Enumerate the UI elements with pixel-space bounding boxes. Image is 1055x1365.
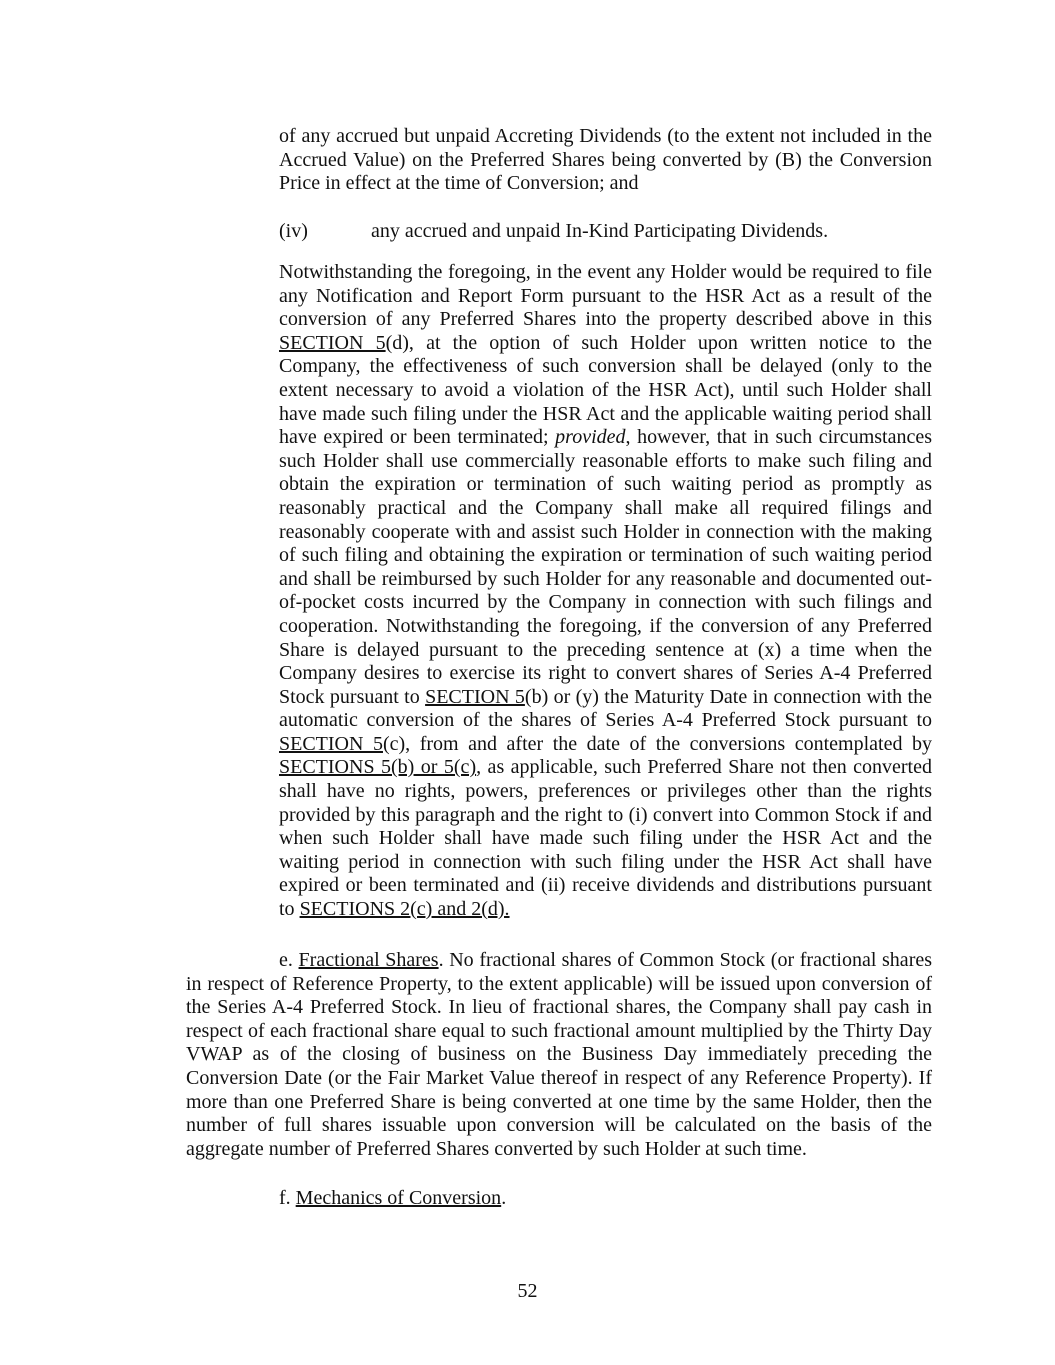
- text-segment: , as applicable, such Preferred Share not then converted shall have no rights, powers, preferences or privileges other than the rights provided by this paragraph and the right to (i) convert into Common Stock if and when such Holder shall have made such filing under the HSR Act and the waiting period in connection with such filing under the HSR Act shall have expired or been terminated and (ii) receive dividends and distributions pursuant to: [279, 756, 932, 921]
- text-segment: , however, that in such circumstances such Holder shall use commercially reasonable efforts to make such filing and obtain the expiration or termination of such waiting period as promptly as reasonably practical and the Company shall make all required filings and reasonably cooperate with and assist such Holder in connection with the making of such filing and obtaining the expiration or termination of such waiting period and shall be reimbursed by such Holder for any reasonable and documented out-of-pocket costs incurred by the Company in connection with such filings and cooperation. Notwithstanding the foregoing, if the conversion of any Preferred Share is delayed pursuant to the preceding sentence at (x) a time when the Company desires to exercise its right to convert shares of Series A-4 Preferred Stock pursuant to: [279, 426, 932, 708]
- paragraph-accrued-dividends: of any accrued but unpaid Accreting Dividends (to the extent not included in the Accrued Value) on the Preferred Shares being converted by (B) the Conversion Price in effect at the time of Conversion; and: [279, 125, 932, 195]
- list-item-number: (iv): [279, 220, 308, 242]
- text-segment: Notwithstanding the foregoing, in the event any Holder would be required to file any Notification and Report Form pursuant to the HSR Act as a result of the conversion of any Preferred Shares into the property described above in this: [279, 261, 932, 331]
- list-item-iv: [279, 220, 932, 244]
- provided-term: provided: [555, 426, 626, 449]
- section-heading: Mechanics of Conversion: [295, 1187, 502, 1209]
- paragraph-fractional-shares: [186, 949, 932, 1161]
- section-heading: Fractional Shares: [298, 949, 439, 971]
- section-reference: SECTION 5: [279, 331, 386, 354]
- heading-period: .: [501, 1187, 507, 1209]
- section-reference: SECTION 5: [279, 732, 383, 755]
- section-reference: SECTIONS 5(b) or 5(c): [279, 756, 477, 779]
- section-reference: SECTIONS 2(c) and 2(d).: [299, 898, 510, 921]
- text-segment: (b) or (y) the Maturity Date in connection with the automatic conversion of the shares of Series A-4 Preferred Stock pursuant to: [279, 685, 932, 732]
- text-segment: (c), from and after the date of the conversions contemplated by: [382, 732, 932, 755]
- heading-mechanics-of-conversion: [279, 1187, 932, 1211]
- text-segment: . No fractional shares of Common Stock (or fractional shares in respect of Reference Property, to the extent applicable) will be issued upon conversion of the Series A-4 Preferred Stock. In lieu of fractional shares, the Company shall pay cash in respect of each fractional share equal to such fractional amount multiplied by the Thirty Day VWAP as of the closing of business on the Business Day immediately preceding the Conversion Date (or the Fair Market Value thereof in respect of any Reference Property). If more than one Preferred Share is being converted at one time by the same Holder, then the number of full shares issuable upon conversion will be calculated on the basis of the aggregate number of Preferred Shares converted by such Holder at such time.: [186, 949, 933, 1160]
- section-label: f.: [279, 1187, 291, 1209]
- page-number: 52: [517, 1280, 538, 1302]
- paragraph-hsr-act: [279, 261, 932, 922]
- text-segment: (d), at the option of such Holder upon written notice to the Company, the effectiveness of such conversion shall be delayed (only to the extent necessary to avoid a violation of the HSR Act), until such Holder shall have made such filing under the HSR Act and the applicable waiting period shall have expired or been terminated;: [279, 331, 932, 449]
- section-label: e.: [279, 949, 293, 971]
- list-item-text: any accrued and unpaid In-Kind Participating Dividends.: [371, 220, 829, 242]
- section-reference: SECTION 5: [425, 685, 525, 708]
